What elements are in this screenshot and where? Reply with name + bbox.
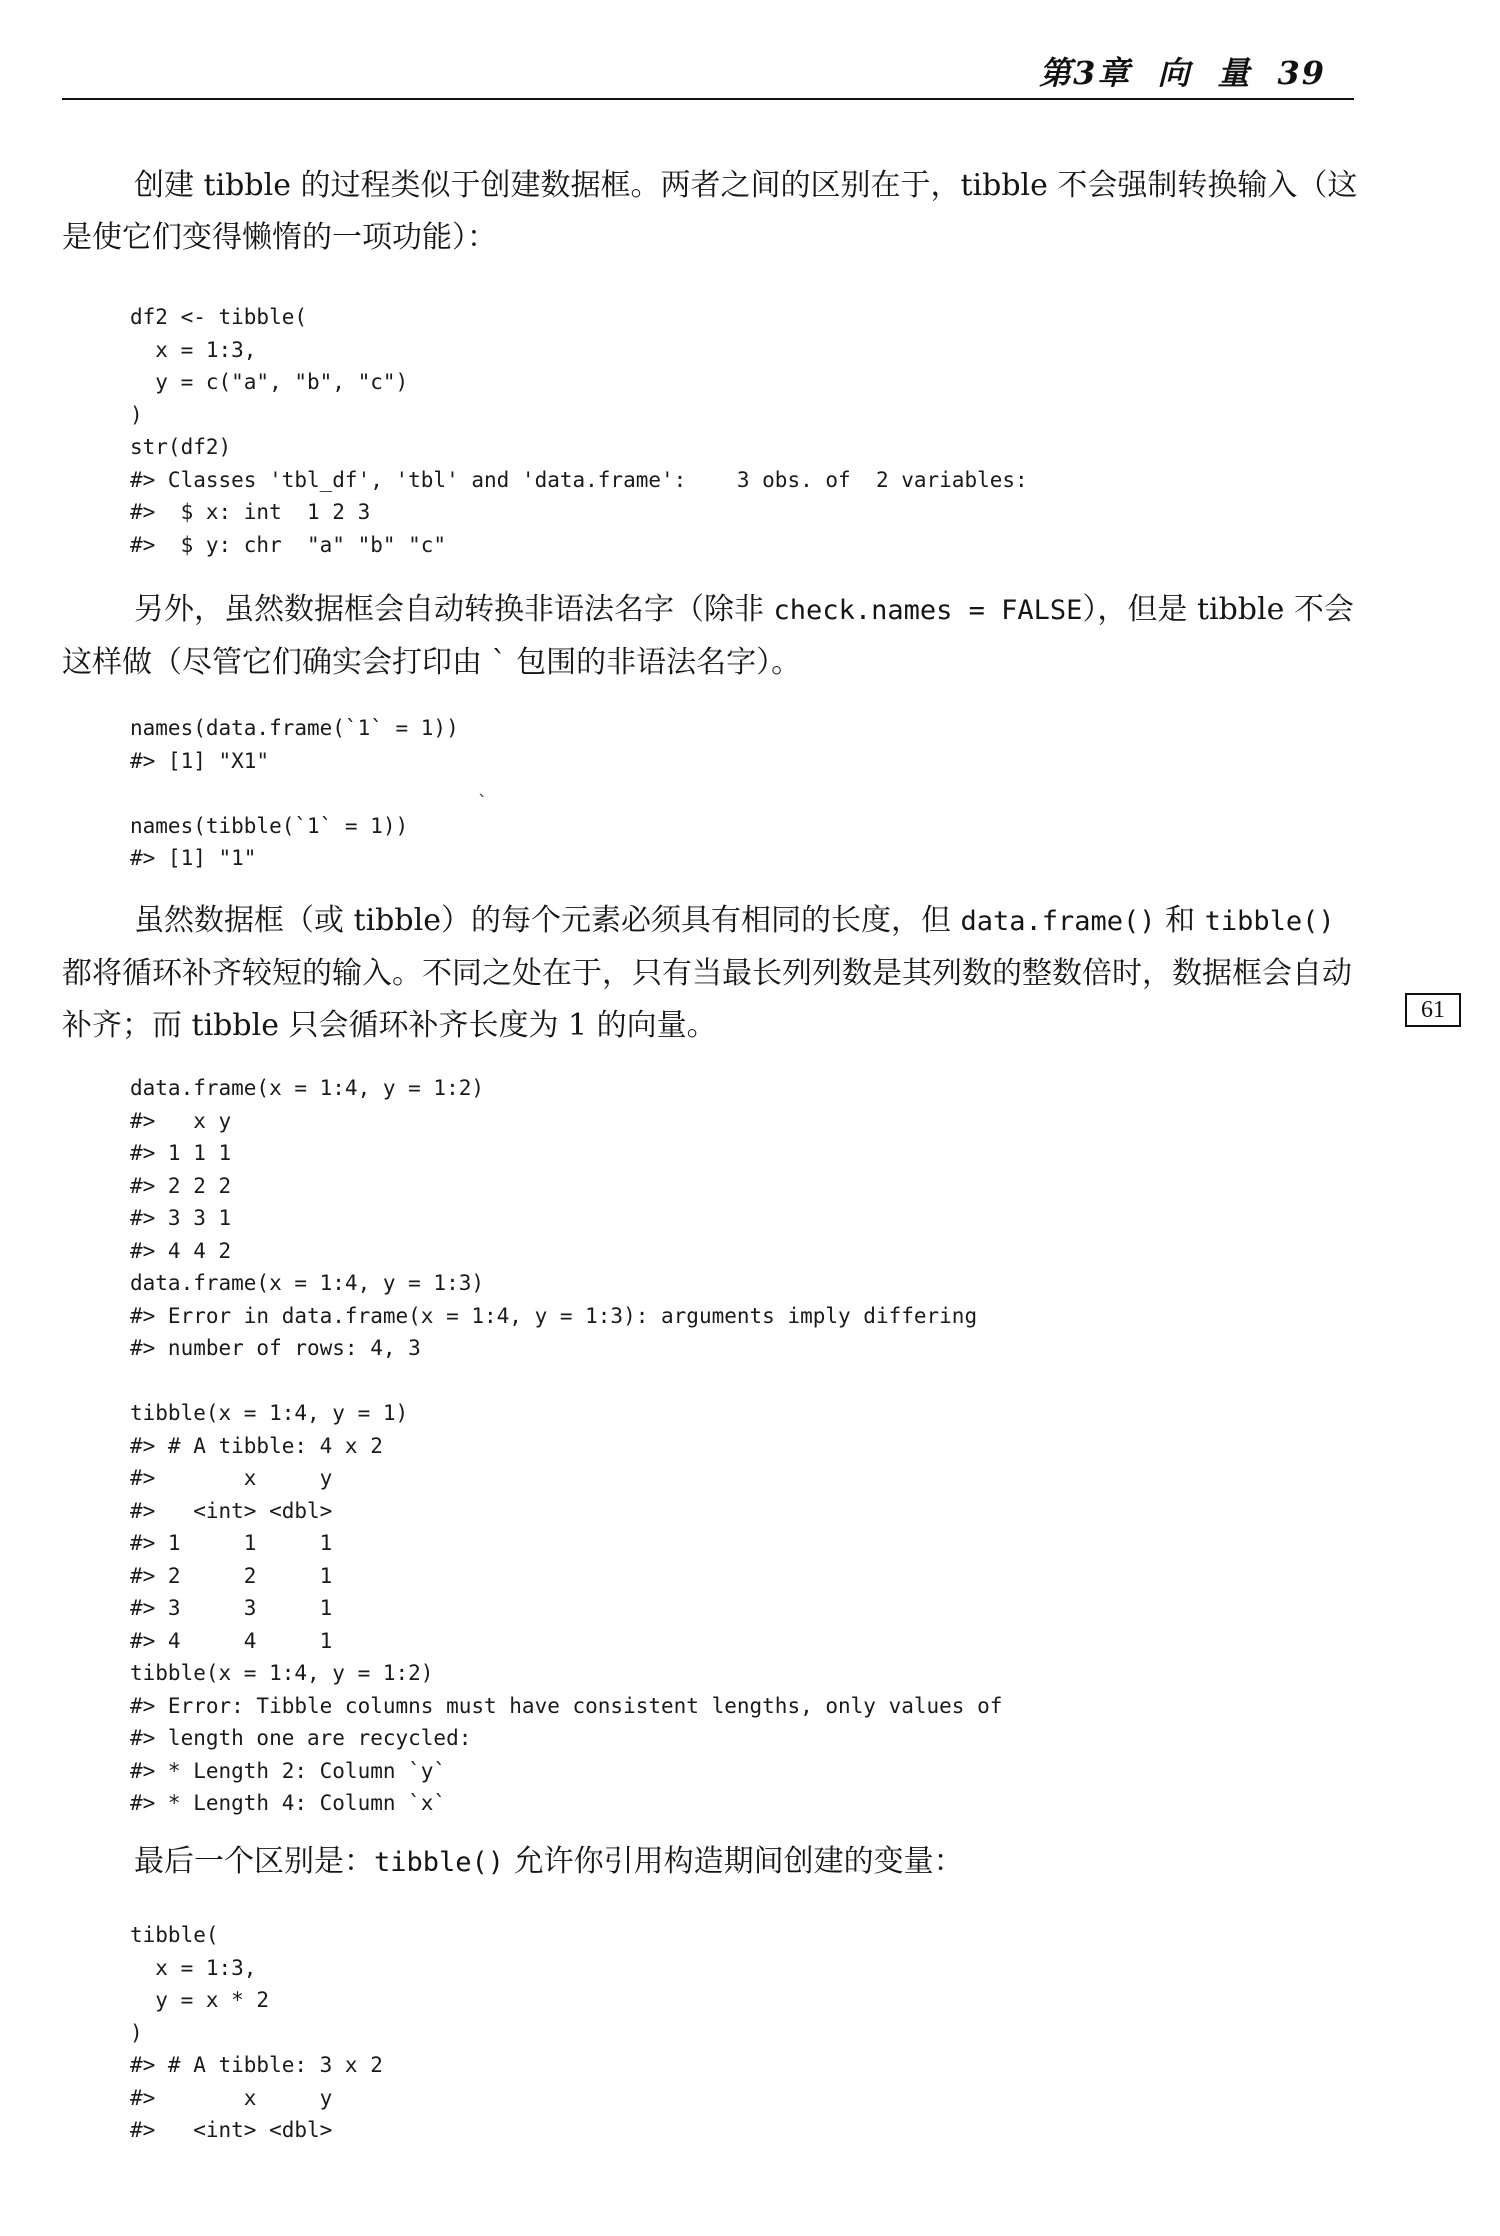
paragraph-1: 创建 tibble 的过程类似于创建数据框。两者之间的区别在于，tibble 不会强制转换输入（这是使它们变得懒惰的一项功能）： [62, 168, 1358, 255]
code-block-4 [130, 1919, 383, 2147]
paragraph-3-text-b: 和 [1155, 903, 1205, 938]
code-line: x = 1:3, [130, 337, 257, 362]
code-line: #> * Length 4: Column `x` [130, 1791, 447, 1815]
code-line: #> x y [130, 1466, 333, 1490]
code-line: #> 2 2 2 [130, 1173, 232, 1198]
code-line: #> <int> <dbl> [130, 2118, 333, 2142]
code-line: #> Classes 'tbl_df', 'tbl' and 'data.frame': 3 obs. of 2 variables: [130, 467, 1028, 492]
code-line: #> 3 3 1 [130, 1206, 232, 1230]
code-line: #> $ y: chr "a" "b" "c" [130, 532, 447, 557]
code-line: #> 2 2 1 [130, 1563, 333, 1588]
paragraph-2-code: check.names = FALSE [773, 595, 1083, 626]
code-line: #> * Length 2: Column `y` [130, 1758, 447, 1783]
code-line: #> $ x: int 1 2 3 [130, 500, 371, 524]
code-line: tibble(x = 1:4, y = 1) [130, 1401, 409, 1425]
code-line: #> 4 4 2 [130, 1238, 232, 1263]
code-line: #> [1] "X1" [130, 748, 270, 773]
code-line: names(tibble(`1` = 1)) [130, 813, 409, 838]
code-line: #> length one are recycled: [130, 1726, 472, 1750]
code-line: #> 1 1 1 [130, 1141, 232, 1165]
paragraph-4-text-b: 允许你引用构造期间创建的变量： [504, 1844, 964, 1879]
chapter-title-1: 向 [1157, 54, 1192, 92]
code-block-1 [130, 301, 1028, 561]
chapter-label: 第3章 [1039, 54, 1132, 92]
paragraph-4 [62, 1836, 1362, 1889]
header-text [1013, 48, 1326, 94]
stray-mark: ` [477, 792, 488, 813]
running-header [62, 44, 1354, 100]
code-line: tibble(x = 1:4, y = 1:2) [130, 1661, 434, 1685]
paragraph-4-code: tibble() [374, 1847, 505, 1878]
code-line: data.frame(x = 1:4, y = 1:3) [130, 1271, 485, 1295]
code-line: #> [1] "1" [130, 846, 257, 870]
paragraph-3 [62, 895, 1362, 1052]
paragraph-3-code-2: tibble() [1204, 906, 1335, 937]
code-line: #> 3 3 1 [130, 1596, 333, 1620]
page-number: 39 [1277, 54, 1326, 92]
margin-page-ref: 61 [1405, 993, 1461, 1027]
code-line: #> x y [130, 1108, 232, 1133]
code-line [130, 1365, 1002, 1398]
paragraph-2-text-b: ），但是 tibble 不会这样做（尽管它们确实会打印由 ` 包围的非语法名字）。 [62, 592, 1354, 680]
chapter-title-2: 量 [1217, 54, 1252, 92]
code-line: #> 1 1 1 [130, 1531, 333, 1555]
paragraph-2-text-a: 另外，虽然数据框会自动转换非语法名字（除非 [134, 592, 774, 627]
code-line: data.frame(x = 1:4, y = 1:2) [130, 1076, 485, 1100]
code-line: y = c("a", "b", "c") [130, 370, 409, 394]
code-line: #> x y [130, 2085, 333, 2110]
paragraph-2 [62, 584, 1362, 689]
code-line: y = x * 2 [130, 1988, 270, 2012]
code-line: #> 4 4 1 [130, 1628, 333, 1653]
code-block-2 [130, 712, 459, 875]
paragraph-3-code-1: data.frame() [960, 906, 1156, 937]
code-line: #> Error in data.frame(x = 1:4, y = 1:3): arguments imply differing [130, 1303, 978, 1328]
code-line: #> Error: Tibble columns must have consistent lengths, only values of [130, 1693, 1003, 1718]
code-line: tibble( [130, 1923, 219, 1947]
code-line: ) [130, 402, 143, 427]
code-line: ) [130, 2020, 143, 2045]
paragraph-4-text-a: 最后一个区别是： [134, 1844, 374, 1879]
code-line: names(data.frame(`1` = 1)) [130, 716, 459, 740]
code-line: df2 <- tibble( [130, 305, 308, 329]
code-line: #> <int> <dbl> [130, 1498, 333, 1523]
code-line: #> # A tibble: 4 x 2 [130, 1433, 383, 1458]
paragraph-3-text-a: 虽然数据框（或 tibble）的每个元素必须具有相同的长度，但 [134, 903, 961, 938]
code-line [130, 777, 459, 810]
code-line: #> # A tibble: 3 x 2 [130, 2053, 383, 2077]
paragraph-3-text-c: 都将循环补齐较短的输入。不同之处在于，只有当最长列列数是其列数的整数倍时，数据框会自动补齐；而 tibble 只会循环补齐长度为 1 的向量。 [62, 956, 1352, 1043]
code-block-3 [130, 1072, 1002, 1820]
code-line: #> number of rows: 4, 3 [130, 1336, 421, 1360]
code-line: x = 1:3, [130, 1955, 257, 1980]
code-line: str(df2) [130, 435, 232, 459]
